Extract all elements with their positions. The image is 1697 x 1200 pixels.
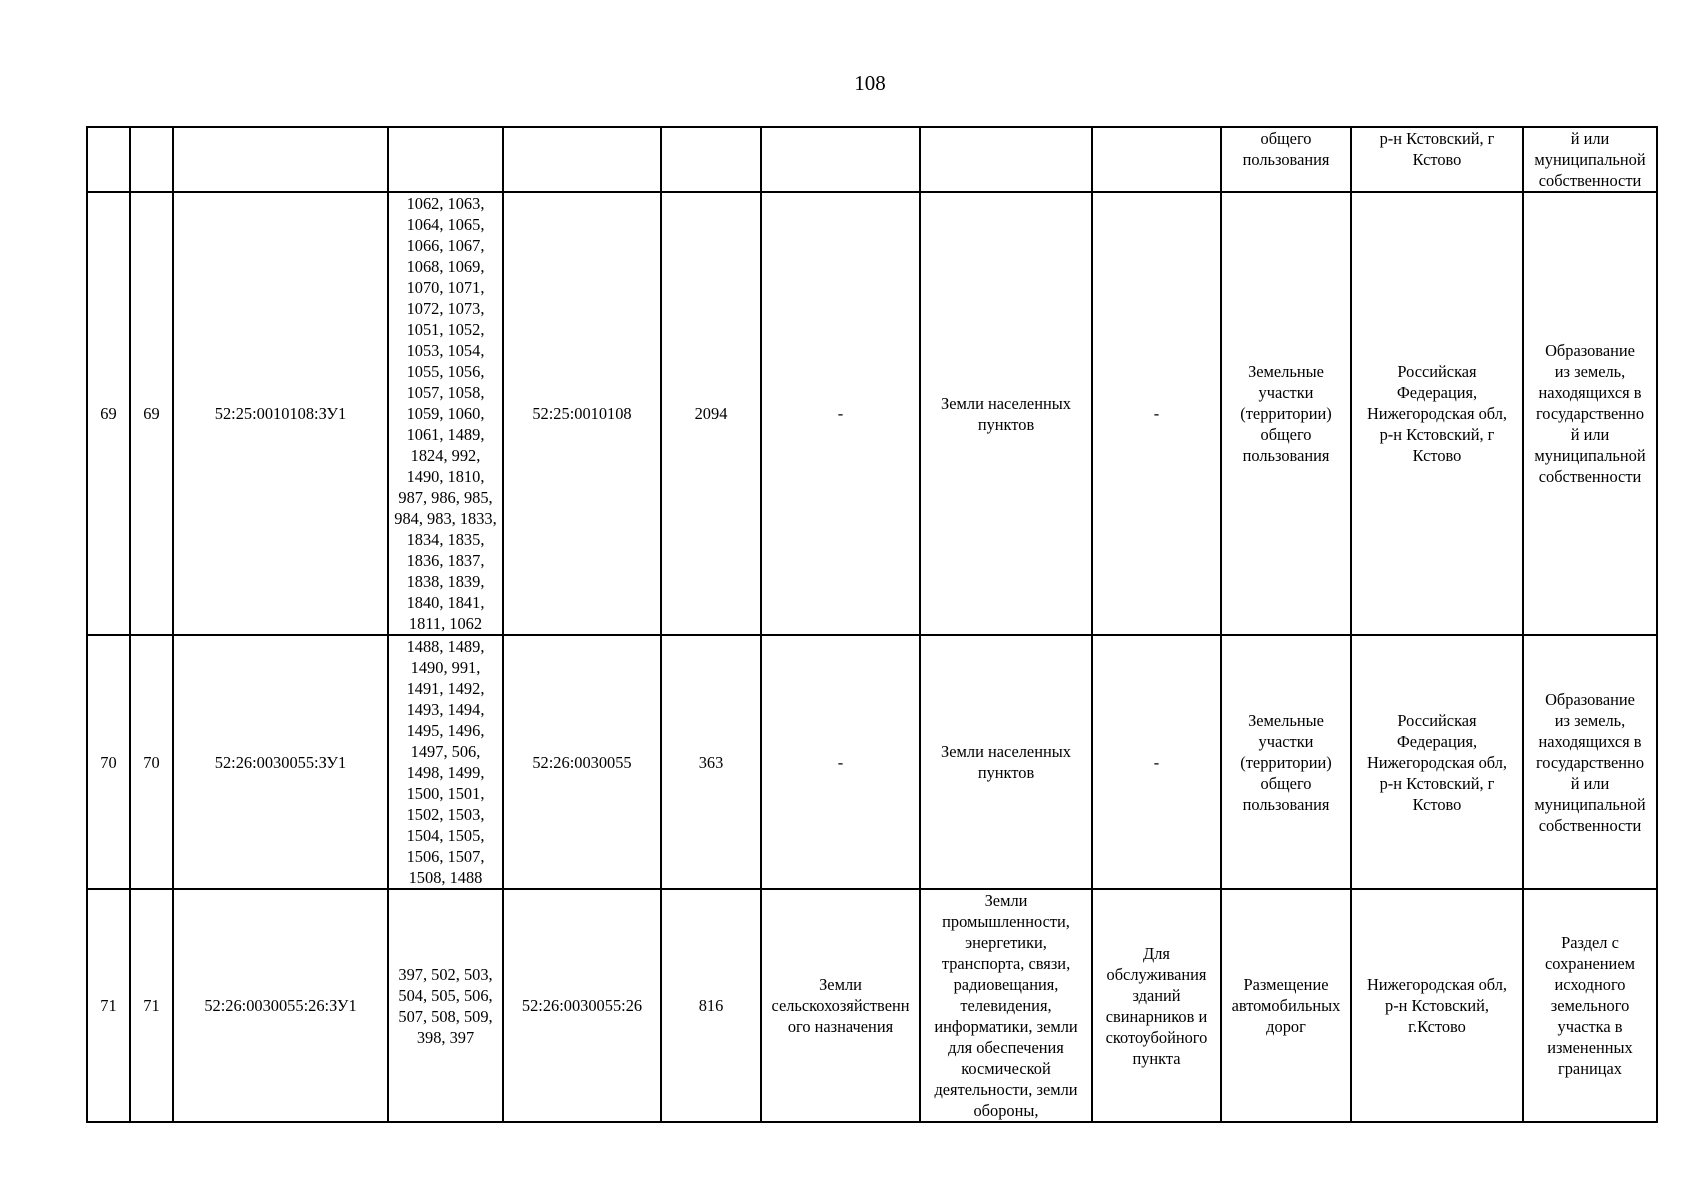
use-new-cell: общего пользования [1242,129,1330,169]
area-cell: 363 [661,635,761,889]
use-current-cell [1092,192,1221,635]
use-new-text: Размещение автомобильных дорог [1231,975,1341,1036]
area-cell: 2094 [661,192,761,635]
table-cell [173,127,388,192]
address-cell: р-н Кстовский, г Кстово [1379,129,1495,169]
method-text: Образование из земель, находящихся в государственно й или муниципальной собственности [1534,341,1646,486]
quarter-cell: 52:26:0030055:26 [503,889,661,1122]
address-text: Российская Федерация, Нижегородская обл, р-н Кстовский, г Кстово [1366,710,1508,814]
row-number-cell: 70 [87,635,130,889]
category-current-text: Земли сельскохозяйственн ого назначения [771,975,910,1036]
address-cell [1351,889,1523,1122]
category-new-cell [920,635,1092,889]
use-new-cell [1221,635,1351,889]
table-cell [920,127,1092,192]
method-text: Раздел с сохранением исходного земельного участка в измененных границах [1545,933,1635,1078]
use-new-cell [1221,192,1351,635]
address-text: Нижегородская обл, р-н Кстовский, г.Кстово [1366,975,1508,1036]
use-current-text: - [1153,404,1160,423]
address-text: Российская Федерация, Нижегородская обл, р-н Кстовский, г Кстово [1366,362,1508,465]
designation-cell: 52:26:0030055:26:ЗУ1 [173,889,388,1122]
use-current-text: Для обслуживания зданий свинарников и скотоубойного пункта [1105,943,1208,1068]
area-cell: 816 [661,889,761,1122]
table-cell [761,127,920,192]
category-current-cell [761,635,920,889]
use-current-cell [1092,635,1221,889]
use-current-cell [1092,889,1221,1122]
land-plots-table [86,126,1658,1123]
category-new-text: Земли населенных пунктов [941,393,1071,434]
category-new-cell [920,889,1092,1122]
table-cell [388,127,503,192]
designation-cell: 52:26:0030055:ЗУ1 [173,635,388,889]
method-cell [1523,192,1657,635]
points-cell [388,192,503,635]
category-new-cell [920,192,1092,635]
use-new-text: Земельные участки (территории) общего пользования [1240,710,1332,814]
row-number-cell: 71 [130,889,173,1122]
table-cell [1523,127,1657,192]
table-cell [1092,127,1221,192]
category-new-text: Земли промышленности, энергетики, транспорта, связи, радиовещания, телевидения, информатики, земли для обеспечения космической деятельности, земли обороны, [934,891,1078,1120]
method-cell: й или муниципальной собственности [1534,129,1646,190]
page-number: 108 [854,71,886,95]
row-number-cell: 69 [130,192,173,635]
table-row [87,889,1657,1122]
category-current-cell [761,889,920,1122]
points-text: 1062, 1063, 1064, 1065, 1066, 1067, 1068, 1069, 1070, 1071, 1072, 1073, 1051, 1052, 1053, 1054, 1055, 1056, 1057, 1058, 1059, 1060, 1061, 1489, 1824, 992, 1490, 1810, 987, 986, 985, 984, 983, 1833, 1834, 1835, 1836, 1837, 1838, 1839, 1840, 1841, 1811, 1062 [394,194,497,633]
points-cell [388,889,503,1122]
row-number-cell: 71 [87,889,130,1122]
method-text: Образование из земель, находящихся в государственно й или муниципальной собственности [1534,689,1646,835]
quarter-cell: 52:26:0030055 [503,635,661,889]
points-text: 1488, 1489, 1490, 991, 1491, 1492, 1493, 1494, 1495, 1496, 1497, 506, 1498, 1499, 1500, 1501, 1502, 1503, 1504, 1505, 1506, 1507, 1508, 1488 [406,637,485,887]
table-cell [1351,127,1523,192]
row-number-cell: 69 [87,192,130,635]
category-current-text: - [837,752,844,772]
method-cell [1523,635,1657,889]
address-cell [1351,192,1523,635]
table-cell [503,127,661,192]
table-cell [130,127,173,192]
quarter-cell: 52:25:0010108 [503,192,661,635]
table-row [87,635,1657,889]
table-row-continuation [87,127,1657,192]
table-cell [1221,127,1351,192]
method-cell [1523,889,1657,1122]
table-cell [661,127,761,192]
table-cell [87,127,130,192]
row-number-cell: 70 [130,635,173,889]
use-new-cell [1221,889,1351,1122]
points-cell [388,635,503,889]
designation-cell: 52:25:0010108:ЗУ1 [173,192,388,635]
points-text: 397, 502, 503, 504, 505, 506, 507, 508, 509, 398, 397 [398,964,493,1047]
use-current-text: - [1153,752,1160,772]
use-new-text: Земельные участки (территории) общего пользования [1240,362,1332,465]
category-new-text: Земли населенных пунктов [941,742,1071,782]
table-row [87,192,1657,635]
category-current-text: - [837,404,844,423]
address-cell [1351,635,1523,889]
category-current-cell [761,192,920,635]
